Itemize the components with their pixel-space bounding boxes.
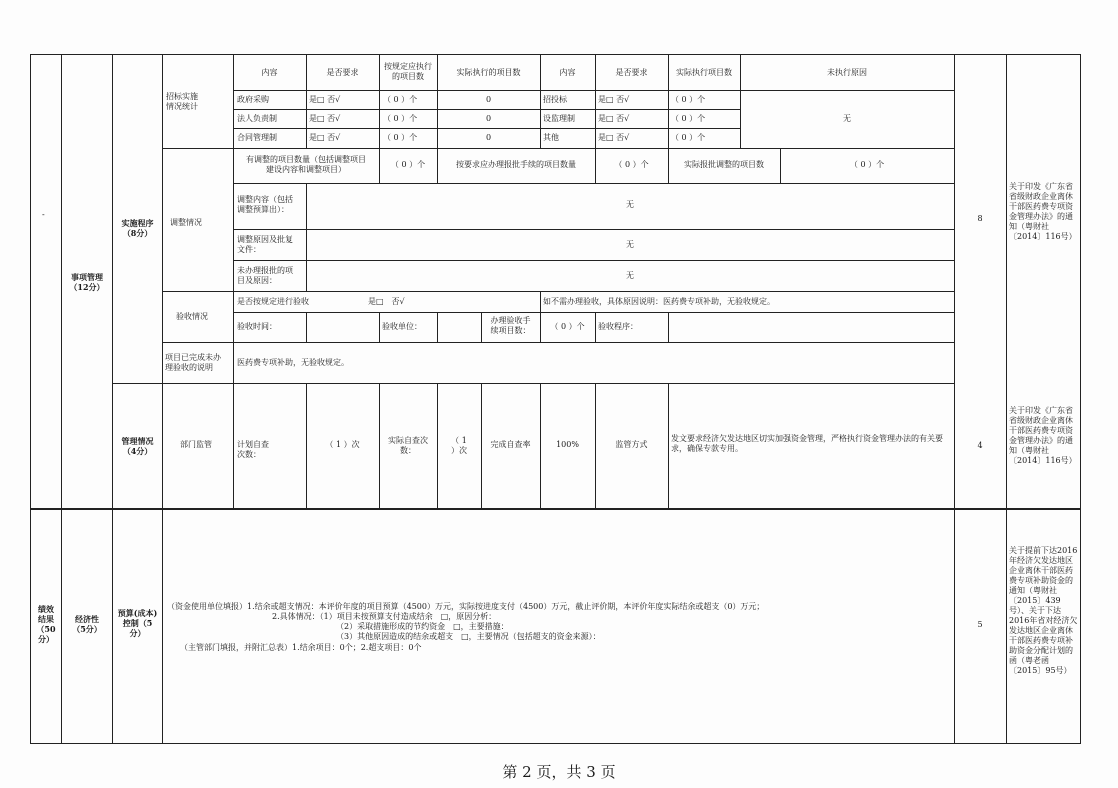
- page-number-footer: 第 2 页，共 3 页: [502, 763, 616, 781]
- impl-procedure: 实施程序 （8分）: [121, 218, 154, 238]
- mgmt-status: 管理情况 （4分）: [121, 436, 154, 456]
- proc-row3-cnt: （ 0 ）个: [383, 133, 418, 142]
- supervise-rate-label: 完成自查率: [490, 440, 531, 449]
- proc-row3-act: 0: [485, 133, 492, 142]
- supervise-rate-val: 100%: [556, 440, 579, 449]
- proc-row1-act: 0: [485, 95, 492, 104]
- adjust-r3: 未办理报批的项 目及原因：: [237, 266, 293, 285]
- budget-line1: （资金使用单位填报）1.结余或超支情况：本评价年度的项目预算（4500）万元，实际按进度支付（4500）万元，截止评价期，本评价年度实际结余或超支（0）万元；: [167, 602, 765, 611]
- proc-row1-cnt: （ 0 ）个: [383, 95, 418, 104]
- adjust-label: 调整情况: [170, 218, 202, 227]
- proc-h-required: 是否要求: [326, 68, 359, 77]
- proc-row3-req2: 是□ 否√: [598, 133, 630, 142]
- budget-line3: （2）采取措施形成的节约资金 □，主要措施：: [336, 622, 509, 631]
- sub-economy: 经济性 （5分）: [72, 614, 102, 634]
- proc-row1-item: 政府采购: [237, 95, 269, 104]
- proc-row1-item2: 招投标: [543, 95, 567, 104]
- adjust-r1-val: 无: [626, 200, 634, 209]
- adjust-q3: 实际报批调整的项目数: [684, 160, 764, 169]
- proc-row2-req2: 是□ 否√: [598, 114, 630, 123]
- basis-2: 关于印发《广东省省级财政企业离休干部医药费专项资金管理办法》的通知（粤财社〔2014〕116号）: [1009, 406, 1077, 465]
- proc-h-reason: 未执行原因: [827, 68, 867, 77]
- score-impl: 8: [977, 214, 983, 223]
- proc-h-content: 内容: [261, 68, 278, 77]
- adjust-q1-val: （ 0 ）个: [390, 160, 426, 169]
- proc-h-actual: 实际执行的项目数: [456, 68, 521, 77]
- score-mgmt: 4: [977, 441, 983, 450]
- proc-row2-item: 法人负责制: [237, 114, 277, 123]
- category-matters: 事项管理 （12分）: [69, 272, 105, 292]
- accept-done-val: （ 0 ）个: [550, 322, 585, 331]
- proc-reason-value: 无: [843, 114, 851, 123]
- proc-row2-cnt2: （ 0 ）个: [671, 114, 706, 123]
- proc-row3-req: 是□ 否√: [309, 133, 341, 142]
- score-budget: 5: [977, 620, 983, 629]
- accept-label: 验收情况: [176, 312, 208, 321]
- complete-value: 医药费专项补助，无验收规定。: [237, 358, 349, 367]
- adjust-r1: 调整内容（包括 调整预算出）：: [237, 195, 293, 214]
- proc-h-actual2: 实际执行项目数: [676, 68, 732, 77]
- accept-note: 如不需办理验收，具体原因说明：医药费专项补助，无验收规定。: [543, 297, 775, 306]
- accept-unit: 验收单位：: [382, 322, 422, 331]
- adjust-r3-val: 无: [626, 271, 634, 280]
- adjust-r2-val: 无: [626, 240, 634, 249]
- proc-row1-req: 是□ 否√: [309, 95, 341, 104]
- supervise-method-val: 发文要求经济欠发达地区切实加强资金管理，严格执行资金管理办法的有关要求，确保专款专用。: [671, 434, 943, 453]
- proc-h-should: 按规定应执行 的项目数: [384, 62, 432, 81]
- adjust-q2: 按要求应办理报批手续的项目数量: [456, 160, 576, 169]
- procurement-label: 招标实施 情况统计: [166, 92, 198, 111]
- basis-3: 关于提前下达2016年经济欠发达地区企业离休干部医药费专项补助资金的通知（粤财社〔2015〕439号）、关于下达2016年省对经济欠发达地区企业离休干部医药费专项补助资金分配计划的函（粤老函〔2015〕95号）: [1009, 546, 1078, 675]
- supervise-plan-val: （ 1 ）次: [325, 440, 360, 449]
- budget-line5: （主管部门填报，并附汇总表）1.结余项目：0个；2.超支项目：0个: [180, 643, 422, 652]
- adjust-r2: 调整原因及批复 文件：: [237, 235, 293, 254]
- proc-row3-item: 合同管理制: [237, 133, 277, 142]
- category-results: 绩效 结果 （50 分）: [36, 604, 56, 644]
- dash-mark: -: [42, 210, 45, 219]
- proc-row2-req: 是□ 否√: [309, 114, 341, 123]
- accept-q-val: 是□ 否√: [368, 297, 405, 306]
- supervise-method-label: 监管方式: [615, 440, 648, 449]
- supervise-label: 部门监管: [180, 440, 212, 449]
- budget-control: 预算(成本) 控制（5 分）: [117, 608, 158, 638]
- proc-row2-act: 0: [485, 114, 492, 123]
- budget-line2: 2.具体情况：（1）项目未按预算支付造成结余 □，原因分析：: [272, 612, 497, 621]
- proc-row1-req2: 是□ 否√: [598, 95, 630, 104]
- accept-done: 办理验收手 续项目数：: [490, 316, 531, 335]
- adjust-q3-val: （ 0 ）个: [849, 160, 885, 169]
- accept-q: 是否按规定进行验收: [237, 297, 309, 306]
- table-frame-bottom: [30, 509, 1081, 744]
- adjust-q2-val: （ 0 ）个: [614, 160, 649, 169]
- adjust-q1: 有调整的项目数量（包括调整项目 建设内容和调整项目）: [246, 155, 366, 174]
- proc-h-required2: 是否要求: [615, 68, 648, 77]
- proc-row2-cnt: （ 0 ）个: [383, 114, 418, 123]
- proc-row3-cnt2: （ 0 ）个: [671, 133, 706, 142]
- proc-row3-item2: 其他: [543, 133, 559, 142]
- proc-row1-cnt2: （ 0 ）个: [671, 95, 706, 104]
- basis-1: 关于印发《广东省省级财政企业离休干部医药费专项资金管理办法》的通知（粤财社〔2014〕116号）: [1009, 182, 1077, 241]
- proc-h-content2: 内容: [559, 68, 576, 77]
- supervise-plan: 计划自查 次数：: [237, 440, 269, 459]
- supervise-actual: 实际自查次 数：: [388, 436, 428, 455]
- budget-line4: （3）其他原因造成的结余或超支 □，主要情况（包括超支的资金来源）：: [336, 632, 601, 641]
- complete-label: 项目已完成未办 理验收的说明: [165, 353, 221, 372]
- accept-time: 验收时间：: [237, 322, 277, 331]
- supervise-actual-val: （ 1 ）次: [451, 436, 467, 455]
- accept-proc: 验收程序：: [598, 322, 638, 331]
- proc-row2-item2: 设监理制: [543, 114, 575, 123]
